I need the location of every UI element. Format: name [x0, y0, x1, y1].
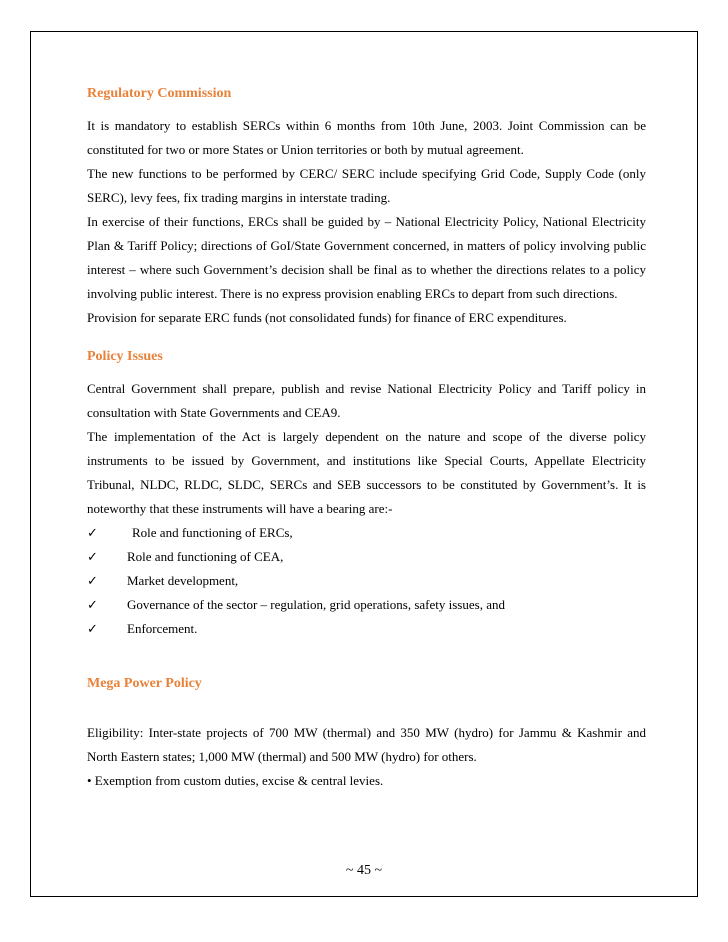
checkmark-icon: ✓	[87, 597, 98, 612]
paragraph-central-government: Central Government shall prepare, publish and revise National Electricity Policy and Tariff policy in consultation with State Governments and CEA9.	[87, 381, 646, 420]
checkmark-icon: ✓	[87, 621, 98, 636]
checkmark-icon: ✓	[87, 525, 98, 540]
list-item: ✓ Role and functioning of CEA,	[87, 545, 646, 569]
checkmark-icon: ✓	[87, 573, 98, 588]
paragraph-erc-guidance: In exercise of their functions, ERCs shall be guided by – National Electricity Policy, National Electricity Plan & Tariff Policy; directions of GoI/State Government concerned, in matters of policy involving public interest – where such Government’s decision shall be final as to whether the directions relates to a policy involving public interest. There is no express provision enabling ERCs to depart from such directions.	[87, 214, 646, 301]
page-number: ~ 45 ~	[345, 863, 383, 878]
bearing-checklist	[87, 521, 646, 641]
heading-regulatory-commission: Regulatory Commission	[87, 86, 232, 101]
paragraph-implementation: The implementation of the Act is largely dependent on the nature and scope of the diverse policy instruments to be issued by Government, and institutions like Special Courts, Appellate Electricity Tribunal, NLDC, RLDC, SLDC, SERCs and SEB successors to be constituted by Government’s. It is noteworthy that these instruments will have a bearing are:-	[87, 429, 646, 516]
page-content	[87, 84, 646, 793]
list-item: ✓ Governance of the sector – regulation, grid operations, safety issues, and	[87, 593, 646, 617]
paragraph-eligibility: Eligibility: Inter-state projects of 700 MW (thermal) and 350 MW (hydro) for Jammu & Kashmir and North Eastern states; 1,000 MW (thermal) and 500 MW (hydro) for others.	[87, 725, 646, 764]
list-item: ✓ Role and functioning of ERCs,	[87, 521, 646, 545]
paragraph-erc-funds: Provision for separate ERC funds (not consolidated funds) for finance of ERC expenditures.	[87, 310, 567, 325]
list-item: ✓ Market development,	[87, 569, 646, 593]
list-item: ✓ Enforcement.	[87, 617, 646, 641]
paragraph-serc-establishment: It is mandatory to establish SERCs within 6 months from 10th June, 2003. Joint Commission can be constituted for two or more States or Union territories or both by mutual agreement.	[87, 118, 646, 157]
checkmark-icon: ✓	[87, 549, 98, 564]
paragraph-exemption: • Exemption from custom duties, excise & central levies.	[87, 773, 384, 788]
heading-mega-power-policy: Mega Power Policy	[87, 676, 202, 691]
paragraph-new-functions: The new functions to be performed by CERC/ SERC include specifying Grid Code, Supply Code (only SERC), levy fees, fix trading margins in interstate trading.	[87, 166, 646, 205]
heading-policy-issues: Policy Issues	[87, 349, 163, 364]
